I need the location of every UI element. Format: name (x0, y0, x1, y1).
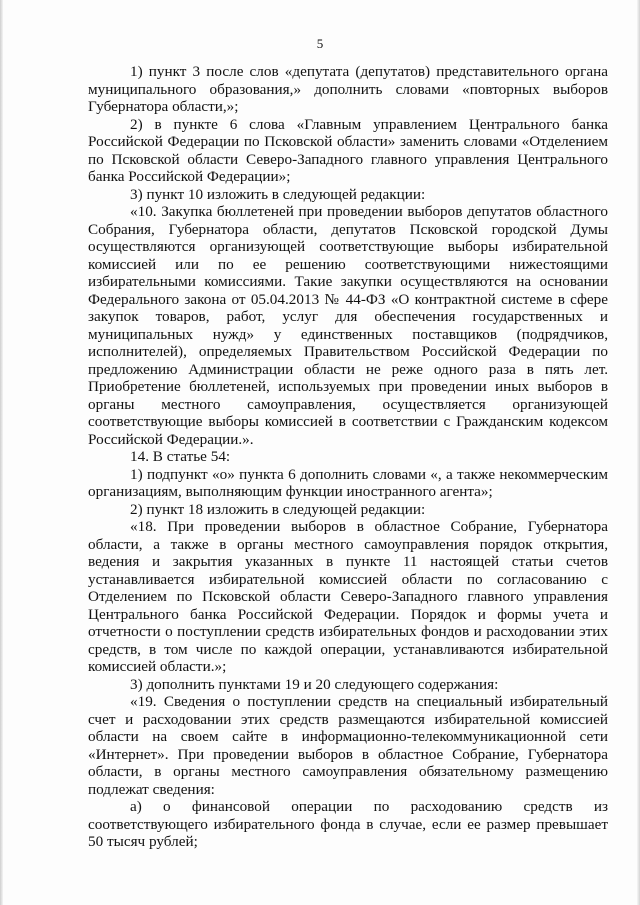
paragraph-p8-item-18-text: «18. При проведении выборов в областное Собрание, Губернатора области, а также в органы местного самоуправления порядок открытия, ведения и закрытия указанных в пункте 11 настоящей статьи счетов устанавливается избирательной комиссией области по согласованию с Отделением по Псковской области Северо-Западного главного управления Центрального банка Российской Федерации. Порядок и формы учета и отчетности о поступлении средств избирательных фондов и расходовании этих средств, в том числе по каждой операции, устанавливаются избирательной комиссией области.»; (88, 518, 608, 675)
document-body (88, 63, 608, 851)
page-left-edge (0, 0, 3, 905)
paragraph-p2-amend-item-6: 2) в пункте 6 слова «Главным управлением Центрального банка Российской Федерации по Псковской области» заменить словами «Отделением по Псковской области Северо-Западного главного управления Центрального банка Российской Федерации»; (88, 115, 608, 185)
paragraph-p7-item-18-intro: 2) пункт 18 изложить в следующей редакции: (130, 500, 426, 518)
paragraph-p1-amend-item-3: 1) пункт 3 после слов «депутата (депутатов) представительного органа муниципального образования,» дополнить словами «повторных выборов Губернатора области,»; (88, 63, 608, 115)
paragraph-p3-item-10-intro: 3) пункт 10 изложить в следующей редакции: (130, 185, 426, 203)
paragraph-p5-article-54: 14. В статье 54: (130, 448, 231, 465)
paragraph-p4-item-10-text: «10. Закупка бюллетеней при проведении выборов депутатов областного Собрания, Губернатора области, депутатов Псковской городской Думы осуществляются организующей соответствующие выборы избирательной комиссией или по ее решению соответствующими нижестоящими избирательными комиссиями. Такие закупки осуществляются на основании Федерального закона от 05.04.2013 № 44-ФЗ «О контрактной системе в сфере закупок товаров, работ, услуг для обеспечения государственных и муниципальных нужд» у единственных поставщиков (подрядчиков, исполнителей), определяемых Правительством Российской Федерации по предложению Администрации области не реже одного раза в пять лет. Приобретение бюллетеней, используемых при проведении иных выборов в органы местного самоуправления, осуществляется организующей соответствующие выборы комиссией в соответствии с Гражданским кодексом Российской Федерации.». (88, 203, 608, 448)
paragraph-p6-subitem-o: 1) подпункт «о» пункта 6 дополнить словами «, а также некоммерческим организациям, выполняющим функции иностранного агента»; (88, 465, 608, 500)
paragraph-p10-item-19-text: «19. Сведения о поступлении средств на специальный избирательный счет и расходовании этих средств размещаются избирательной комиссией области на своем сайте в информационно-телекоммуникационной сети «Интернет». При проведении выборов в областное Собрание, Губернатора области, в органы местного самоуправления обязательному размещению подлежат сведения: (88, 693, 608, 798)
paragraph-p9-items-19-20-intro: 3) дополнить пунктами 19 и 20 следующего содержания: (130, 675, 499, 693)
page-number: 5 (316, 36, 324, 51)
paragraph-p11-subitem-a: а) о финансовой операции по расходованию средств из соответствующего избирательного фонда в случае, если ее размер превышает 50 тысяч рублей; (88, 798, 608, 850)
